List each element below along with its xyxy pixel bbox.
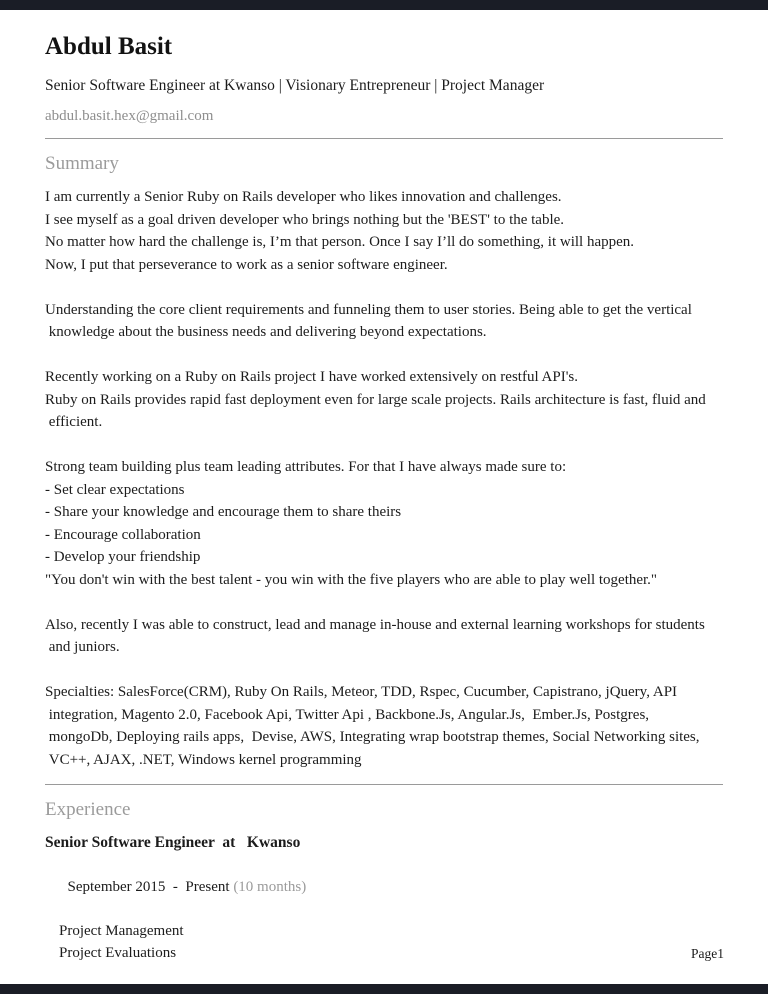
summary-line: integration, Magento 2.0, Facebook Api, Twitter Api , Backbone.Js, Angular.Js, Ember.Js, Postgres,	[45, 706, 650, 723]
summary-line: efficient.	[45, 414, 103, 430]
job-title: Senior Software Engineer at Kwanso	[45, 834, 301, 851]
summary-line: Recently working on a Ruby on Rails project I have worked extensively on restful API's.	[45, 369, 579, 385]
summary-line: - Encourage collaboration	[45, 526, 201, 543]
job-duration: (10 months)	[233, 879, 307, 895]
experience-divider	[45, 784, 723, 785]
summary-heading: Summary	[45, 153, 119, 174]
slide-top-border	[0, 0, 768, 10]
summary-line: Strong team building plus team leading attributes. For that I have always made sure to:	[45, 459, 567, 475]
job-responsibility: Project Evaluations	[59, 945, 177, 961]
summary-line: and juniors.	[45, 639, 120, 655]
summary-line: VC++, AJAX, .NET, Windows kernel programming	[45, 751, 362, 768]
summary-line	[45, 659, 723, 682]
summary-line: I am currently a Senior Ruby on Rails developer who likes innovation and challenges.	[45, 189, 562, 205]
job-responsibilities	[45, 920, 723, 964]
summary-text	[45, 186, 723, 771]
summary-line	[45, 434, 723, 457]
summary-line	[45, 591, 723, 614]
person-headline: Senior Software Engineer at Kwanso | Visionary Entrepreneur | Project Manager	[45, 77, 545, 94]
page-number: Page1	[691, 946, 724, 961]
summary-line: Specialties: SalesForce(CRM), Ruby On Rails, Meteor, TDD, Rspec, Cucumber, Capistrano, jQuery, API	[45, 684, 678, 700]
job-dates	[45, 854, 723, 920]
job-date-range: September 2015 - Present	[67, 879, 234, 895]
person-name: Abdul Basit	[45, 33, 173, 60]
summary-line: No matter how hard the challenge is, I’m that person. Once I say I’ll do something, it will happen.	[45, 234, 635, 250]
experience-heading: Experience	[45, 799, 131, 820]
summary-line: Ruby on Rails provides rapid fast deployment even for large scale projects. Rails architecture is fast, fluid and	[45, 391, 706, 408]
summary-line: knowledge about the business needs and delivering beyond expectations.	[45, 324, 487, 340]
summary-line: Also, recently I was able to construct, lead and manage in-house and external learning workshops for students	[45, 616, 705, 633]
job-responsibility: Project Management	[59, 923, 184, 939]
summary-line: Understanding the core client requirements and funneling them to user stories. Being able to get the vertical	[45, 301, 692, 318]
summary-line: I see myself as a goal driven developer who brings nothing but the 'BEST' to the table.	[45, 211, 565, 228]
summary-line: mongoDb, Deploying rails apps, Devise, AWS, Integrating wrap bootstrap themes, Social Networking sites,	[45, 729, 700, 745]
summary-line: "You don't win with the best talent - you win with the five players who are able to play well together."	[45, 571, 658, 588]
header-divider	[45, 138, 723, 139]
slide-bottom-border	[0, 984, 768, 994]
summary-line: Now, I put that perseverance to work as a senior software engineer.	[45, 256, 448, 273]
summary-line: - Set clear expectations	[45, 481, 185, 498]
summary-line	[45, 344, 723, 367]
summary-line: - Develop your friendship	[45, 549, 201, 565]
summary-line	[45, 276, 723, 299]
summary-line: - Share your knowledge and encourage them to share theirs	[45, 504, 402, 520]
person-email: abdul.basit.hex@gmail.com	[45, 108, 214, 124]
